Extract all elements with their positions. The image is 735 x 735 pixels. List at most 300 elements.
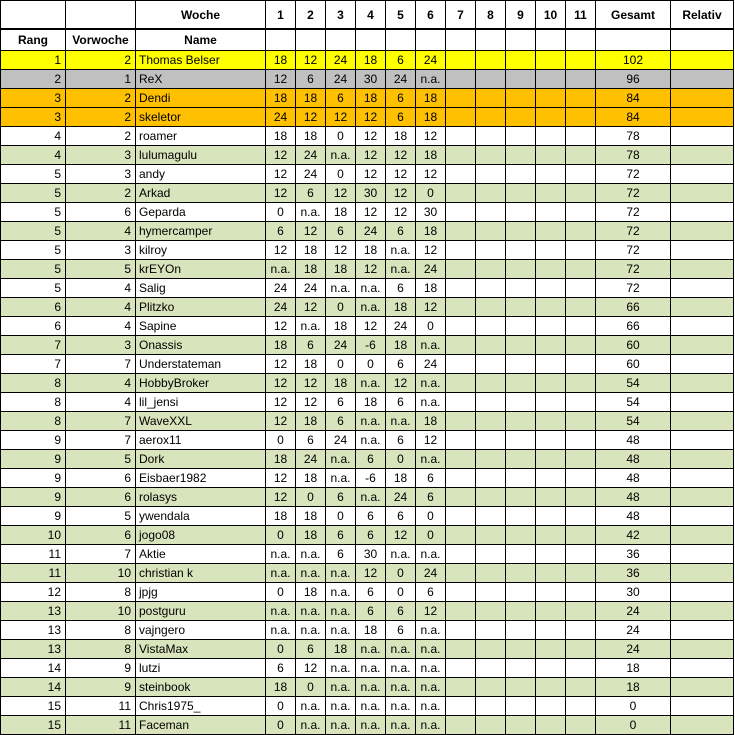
woche-header-label[interactable]: Woche: [136, 1, 266, 30]
name-cell[interactable]: Sapine: [136, 317, 266, 336]
vorwoche-cell[interactable]: 3: [66, 241, 136, 260]
week-value-cell[interactable]: n.a.: [296, 697, 326, 716]
week-value-cell[interactable]: [506, 640, 536, 659]
week-value-cell[interactable]: [536, 621, 566, 640]
gesamt-cell[interactable]: 54: [596, 374, 671, 393]
week-value-cell[interactable]: [536, 298, 566, 317]
week-value-cell[interactable]: n.a.: [416, 678, 446, 697]
rank-cell[interactable]: 10: [1, 526, 66, 545]
relativ-cell[interactable]: [671, 89, 734, 108]
week-value-cell[interactable]: [506, 602, 536, 621]
empty-header-cell[interactable]: [356, 29, 386, 51]
rank-cell[interactable]: 11: [1, 564, 66, 583]
relativ-cell[interactable]: [671, 70, 734, 89]
week-number-header[interactable]: 10: [536, 1, 566, 30]
week-value-cell[interactable]: 18: [356, 51, 386, 70]
rank-cell[interactable]: 5: [1, 165, 66, 184]
vorwoche-cell[interactable]: 3: [66, 336, 136, 355]
week-value-cell[interactable]: [566, 450, 596, 469]
week-value-cell[interactable]: n.a.: [356, 678, 386, 697]
relativ-cell[interactable]: [671, 545, 734, 564]
week-value-cell[interactable]: [566, 51, 596, 70]
week-value-cell[interactable]: 24: [416, 564, 446, 583]
week-value-cell[interactable]: [446, 678, 476, 697]
rank-cell[interactable]: 12: [1, 583, 66, 602]
week-value-cell[interactable]: [446, 241, 476, 260]
relativ-cell[interactable]: [671, 716, 734, 735]
week-value-cell[interactable]: 12: [266, 165, 296, 184]
week-value-cell[interactable]: n.a.: [356, 697, 386, 716]
week-value-cell[interactable]: [446, 70, 476, 89]
gesamt-cell[interactable]: 0: [596, 697, 671, 716]
empty-header-cell[interactable]: [326, 29, 356, 51]
week-number-header[interactable]: 2: [296, 1, 326, 30]
week-value-cell[interactable]: [476, 621, 506, 640]
week-value-cell[interactable]: n.a.: [356, 640, 386, 659]
week-value-cell[interactable]: 0: [416, 184, 446, 203]
week-value-cell[interactable]: 12: [266, 241, 296, 260]
vorwoche-cell[interactable]: 4: [66, 222, 136, 241]
week-value-cell[interactable]: [446, 488, 476, 507]
week-value-cell[interactable]: 6: [296, 70, 326, 89]
week-value-cell[interactable]: 24: [296, 450, 326, 469]
week-value-cell[interactable]: 18: [326, 317, 356, 336]
week-value-cell[interactable]: [506, 678, 536, 697]
name-cell[interactable]: Dendi: [136, 89, 266, 108]
gesamt-cell[interactable]: 18: [596, 659, 671, 678]
week-value-cell[interactable]: n.a.: [416, 545, 446, 564]
week-value-cell[interactable]: [536, 260, 566, 279]
week-value-cell[interactable]: n.a.: [326, 659, 356, 678]
week-value-cell[interactable]: [566, 621, 596, 640]
week-value-cell[interactable]: [566, 526, 596, 545]
week-value-cell[interactable]: [536, 374, 566, 393]
week-value-cell[interactable]: n.a.: [386, 659, 416, 678]
week-value-cell[interactable]: [446, 260, 476, 279]
gesamt-cell[interactable]: 18: [596, 678, 671, 697]
week-value-cell[interactable]: 12: [356, 127, 386, 146]
week-value-cell[interactable]: [476, 165, 506, 184]
week-value-cell[interactable]: [506, 431, 536, 450]
week-value-cell[interactable]: [476, 678, 506, 697]
week-value-cell[interactable]: 6: [326, 526, 356, 545]
week-value-cell[interactable]: [446, 127, 476, 146]
week-value-cell[interactable]: 6: [296, 640, 326, 659]
empty-header-cell[interactable]: [446, 29, 476, 51]
week-value-cell[interactable]: n.a.: [326, 279, 356, 298]
week-value-cell[interactable]: 0: [416, 317, 446, 336]
week-value-cell[interactable]: 18: [296, 507, 326, 526]
week-value-cell[interactable]: [536, 640, 566, 659]
week-value-cell[interactable]: [536, 203, 566, 222]
week-value-cell[interactable]: [476, 279, 506, 298]
vorwoche-cell[interactable]: 2: [66, 184, 136, 203]
gesamt-cell[interactable]: 72: [596, 279, 671, 298]
vorwoche-cell[interactable]: 4: [66, 298, 136, 317]
empty-header-cell[interactable]: [596, 29, 671, 51]
week-value-cell[interactable]: [536, 51, 566, 70]
vorwoche-cell[interactable]: 4: [66, 279, 136, 298]
week-value-cell[interactable]: [536, 697, 566, 716]
week-value-cell[interactable]: 12: [356, 146, 386, 165]
rank-cell[interactable]: 7: [1, 336, 66, 355]
week-value-cell[interactable]: 12: [356, 317, 386, 336]
week-value-cell[interactable]: 12: [296, 222, 326, 241]
week-value-cell[interactable]: 12: [266, 355, 296, 374]
week-value-cell[interactable]: [476, 336, 506, 355]
week-value-cell[interactable]: 12: [416, 431, 446, 450]
week-value-cell[interactable]: [566, 678, 596, 697]
gesamt-cell[interactable]: 72: [596, 241, 671, 260]
gesamt-cell[interactable]: 78: [596, 127, 671, 146]
name-cell[interactable]: Chris1975_: [136, 697, 266, 716]
week-value-cell[interactable]: -6: [356, 336, 386, 355]
week-value-cell[interactable]: [566, 564, 596, 583]
week-value-cell[interactable]: 24: [296, 279, 326, 298]
vorwoche-cell[interactable]: 7: [66, 355, 136, 374]
week-value-cell[interactable]: [506, 545, 536, 564]
vorwoche-cell[interactable]: 8: [66, 640, 136, 659]
week-value-cell[interactable]: [566, 184, 596, 203]
week-value-cell[interactable]: n.a.: [386, 716, 416, 735]
vorwoche-cell[interactable]: 6: [66, 203, 136, 222]
relativ-cell[interactable]: [671, 393, 734, 412]
week-value-cell[interactable]: [446, 697, 476, 716]
rank-cell[interactable]: 7: [1, 355, 66, 374]
week-value-cell[interactable]: 18: [266, 89, 296, 108]
gesamt-cell[interactable]: 66: [596, 317, 671, 336]
week-value-cell[interactable]: n.a.: [326, 469, 356, 488]
week-value-cell[interactable]: 24: [266, 279, 296, 298]
week-value-cell[interactable]: [566, 431, 596, 450]
week-value-cell[interactable]: 24: [296, 146, 326, 165]
relativ-cell[interactable]: [671, 127, 734, 146]
week-value-cell[interactable]: n.a.: [416, 70, 446, 89]
week-value-cell[interactable]: [446, 355, 476, 374]
week-value-cell[interactable]: [566, 336, 596, 355]
week-value-cell[interactable]: [476, 184, 506, 203]
week-value-cell[interactable]: [476, 393, 506, 412]
week-value-cell[interactable]: [536, 564, 566, 583]
week-value-cell[interactable]: 18: [356, 241, 386, 260]
relativ-cell[interactable]: [671, 469, 734, 488]
week-value-cell[interactable]: 18: [416, 279, 446, 298]
week-value-cell[interactable]: 0: [266, 203, 296, 222]
gesamt-cell[interactable]: 72: [596, 184, 671, 203]
week-value-cell[interactable]: [506, 108, 536, 127]
week-value-cell[interactable]: n.a.: [416, 716, 446, 735]
week-value-cell[interactable]: [536, 165, 566, 184]
week-value-cell[interactable]: 12: [296, 374, 326, 393]
rank-cell[interactable]: 5: [1, 279, 66, 298]
vorwoche-cell[interactable]: 4: [66, 393, 136, 412]
week-value-cell[interactable]: n.a.: [326, 583, 356, 602]
week-value-cell[interactable]: [476, 716, 506, 735]
week-value-cell[interactable]: n.a.: [386, 412, 416, 431]
week-value-cell[interactable]: [506, 583, 536, 602]
relativ-cell[interactable]: [671, 431, 734, 450]
week-value-cell[interactable]: 0: [386, 450, 416, 469]
week-value-cell[interactable]: 18: [416, 89, 446, 108]
week-value-cell[interactable]: [446, 640, 476, 659]
week-value-cell[interactable]: 30: [356, 184, 386, 203]
week-value-cell[interactable]: [476, 317, 506, 336]
week-value-cell[interactable]: 6: [416, 488, 446, 507]
rang-header-label[interactable]: Rang: [1, 29, 66, 51]
rank-cell[interactable]: 5: [1, 203, 66, 222]
week-value-cell[interactable]: n.a.: [386, 697, 416, 716]
week-value-cell[interactable]: 6: [386, 355, 416, 374]
vorwoche-cell[interactable]: 5: [66, 260, 136, 279]
week-value-cell[interactable]: 0: [326, 165, 356, 184]
week-value-cell[interactable]: 12: [266, 70, 296, 89]
week-value-cell[interactable]: n.a.: [296, 545, 326, 564]
week-value-cell[interactable]: n.a.: [416, 336, 446, 355]
week-value-cell[interactable]: n.a.: [416, 640, 446, 659]
week-value-cell[interactable]: [506, 393, 536, 412]
week-value-cell[interactable]: n.a.: [416, 450, 446, 469]
week-value-cell[interactable]: [476, 108, 506, 127]
week-value-cell[interactable]: 18: [326, 203, 356, 222]
week-value-cell[interactable]: 18: [296, 241, 326, 260]
week-value-cell[interactable]: 0: [326, 507, 356, 526]
week-value-cell[interactable]: [476, 507, 506, 526]
week-value-cell[interactable]: 6: [326, 222, 356, 241]
week-value-cell[interactable]: n.a.: [356, 298, 386, 317]
week-value-cell[interactable]: 24: [326, 431, 356, 450]
name-cell[interactable]: kilroy: [136, 241, 266, 260]
week-number-header[interactable]: 11: [566, 1, 596, 30]
rank-cell[interactable]: 5: [1, 184, 66, 203]
week-value-cell[interactable]: n.a.: [416, 374, 446, 393]
week-value-cell[interactable]: 18: [416, 146, 446, 165]
name-cell[interactable]: Arkad: [136, 184, 266, 203]
week-value-cell[interactable]: 18: [296, 469, 326, 488]
week-value-cell[interactable]: 6: [266, 659, 296, 678]
week-value-cell[interactable]: 12: [386, 184, 416, 203]
week-value-cell[interactable]: 18: [296, 260, 326, 279]
week-value-cell[interactable]: n.a.: [296, 716, 326, 735]
week-value-cell[interactable]: [566, 298, 596, 317]
empty-header-cell[interactable]: [476, 29, 506, 51]
vorwoche-cell[interactable]: 6: [66, 526, 136, 545]
vorwoche-cell[interactable]: 4: [66, 374, 136, 393]
week-value-cell[interactable]: n.a.: [326, 602, 356, 621]
week-value-cell[interactable]: [476, 545, 506, 564]
rank-cell[interactable]: 5: [1, 241, 66, 260]
week-value-cell[interactable]: [476, 583, 506, 602]
week-value-cell[interactable]: [566, 583, 596, 602]
relativ-cell[interactable]: [671, 108, 734, 127]
week-number-header[interactable]: 7: [446, 1, 476, 30]
week-value-cell[interactable]: 6: [386, 222, 416, 241]
week-value-cell[interactable]: [476, 70, 506, 89]
name-cell[interactable]: lil_jensi: [136, 393, 266, 412]
name-cell[interactable]: krEYOn: [136, 260, 266, 279]
week-value-cell[interactable]: 30: [356, 70, 386, 89]
week-value-cell[interactable]: [506, 526, 536, 545]
week-value-cell[interactable]: [476, 146, 506, 165]
week-value-cell[interactable]: n.a.: [386, 640, 416, 659]
relativ-cell[interactable]: [671, 488, 734, 507]
week-value-cell[interactable]: 12: [266, 317, 296, 336]
name-cell[interactable]: Understateman: [136, 355, 266, 374]
vorwoche-cell[interactable]: 9: [66, 678, 136, 697]
week-value-cell[interactable]: [566, 279, 596, 298]
week-value-cell[interactable]: [476, 697, 506, 716]
week-value-cell[interactable]: [536, 317, 566, 336]
week-value-cell[interactable]: 6: [266, 222, 296, 241]
week-value-cell[interactable]: 0: [266, 583, 296, 602]
week-value-cell[interactable]: 0: [386, 564, 416, 583]
week-value-cell[interactable]: [446, 203, 476, 222]
week-value-cell[interactable]: -6: [356, 469, 386, 488]
week-value-cell[interactable]: [566, 203, 596, 222]
week-value-cell[interactable]: 24: [356, 222, 386, 241]
week-value-cell[interactable]: n.a.: [326, 716, 356, 735]
week-value-cell[interactable]: 18: [386, 469, 416, 488]
week-number-header[interactable]: 5: [386, 1, 416, 30]
week-value-cell[interactable]: 6: [326, 89, 356, 108]
relativ-cell[interactable]: [671, 146, 734, 165]
relativ-cell[interactable]: [671, 203, 734, 222]
week-value-cell[interactable]: 0: [416, 526, 446, 545]
gesamt-cell[interactable]: 84: [596, 89, 671, 108]
vorwoche-cell[interactable]: 3: [66, 146, 136, 165]
week-value-cell[interactable]: 12: [296, 393, 326, 412]
week-value-cell[interactable]: [506, 355, 536, 374]
week-value-cell[interactable]: n.a.: [266, 602, 296, 621]
week-value-cell[interactable]: 12: [416, 127, 446, 146]
gesamt-cell[interactable]: 24: [596, 602, 671, 621]
name-cell[interactable]: Eisbaer1982: [136, 469, 266, 488]
name-cell[interactable]: steinbook: [136, 678, 266, 697]
week-value-cell[interactable]: n.a.: [326, 564, 356, 583]
week-value-cell[interactable]: [476, 374, 506, 393]
week-value-cell[interactable]: 0: [266, 526, 296, 545]
relativ-cell[interactable]: [671, 374, 734, 393]
name-cell[interactable]: hymercamper: [136, 222, 266, 241]
relativ-cell[interactable]: [671, 317, 734, 336]
week-value-cell[interactable]: 18: [296, 583, 326, 602]
week-value-cell[interactable]: n.a.: [416, 697, 446, 716]
week-value-cell[interactable]: 18: [356, 89, 386, 108]
week-value-cell[interactable]: 30: [356, 545, 386, 564]
week-value-cell[interactable]: n.a.: [416, 621, 446, 640]
week-value-cell[interactable]: 12: [386, 165, 416, 184]
week-value-cell[interactable]: [506, 469, 536, 488]
gesamt-cell[interactable]: 72: [596, 165, 671, 184]
week-value-cell[interactable]: [506, 488, 536, 507]
week-value-cell[interactable]: [536, 412, 566, 431]
relativ-cell[interactable]: [671, 241, 734, 260]
rank-cell[interactable]: 14: [1, 678, 66, 697]
week-value-cell[interactable]: 18: [356, 621, 386, 640]
vorwoche-cell[interactable]: 7: [66, 431, 136, 450]
rank-cell[interactable]: 15: [1, 716, 66, 735]
week-value-cell[interactable]: [446, 583, 476, 602]
week-value-cell[interactable]: [476, 602, 506, 621]
relativ-cell[interactable]: [671, 279, 734, 298]
week-value-cell[interactable]: 18: [266, 450, 296, 469]
gesamt-header-label[interactable]: Gesamt: [596, 1, 671, 30]
week-value-cell[interactable]: [506, 697, 536, 716]
week-value-cell[interactable]: 12: [296, 298, 326, 317]
gesamt-cell[interactable]: 24: [596, 621, 671, 640]
week-value-cell[interactable]: n.a.: [326, 697, 356, 716]
week-value-cell[interactable]: [446, 621, 476, 640]
week-value-cell[interactable]: 6: [356, 507, 386, 526]
week-value-cell[interactable]: [566, 260, 596, 279]
week-value-cell[interactable]: [566, 70, 596, 89]
week-value-cell[interactable]: n.a.: [356, 412, 386, 431]
week-value-cell[interactable]: 6: [386, 108, 416, 127]
vorwoche-cell[interactable]: 2: [66, 51, 136, 70]
rank-cell[interactable]: 13: [1, 602, 66, 621]
week-value-cell[interactable]: 18: [416, 108, 446, 127]
week-value-cell[interactable]: [446, 450, 476, 469]
gesamt-cell[interactable]: 48: [596, 469, 671, 488]
week-value-cell[interactable]: n.a.: [296, 203, 326, 222]
week-value-cell[interactable]: [476, 89, 506, 108]
week-value-cell[interactable]: 12: [416, 241, 446, 260]
week-value-cell[interactable]: 0: [266, 640, 296, 659]
week-value-cell[interactable]: 24: [416, 260, 446, 279]
name-cell[interactable]: Onassis: [136, 336, 266, 355]
week-value-cell[interactable]: [536, 469, 566, 488]
name-cell[interactable]: Aktie: [136, 545, 266, 564]
week-value-cell[interactable]: [536, 431, 566, 450]
week-value-cell[interactable]: 12: [356, 203, 386, 222]
week-value-cell[interactable]: 18: [266, 336, 296, 355]
week-value-cell[interactable]: 12: [416, 165, 446, 184]
week-value-cell[interactable]: 18: [326, 260, 356, 279]
week-value-cell[interactable]: [506, 127, 536, 146]
vorwoche-cell[interactable]: 10: [66, 564, 136, 583]
week-value-cell[interactable]: [506, 260, 536, 279]
gesamt-cell[interactable]: 60: [596, 355, 671, 374]
week-value-cell[interactable]: 24: [416, 355, 446, 374]
week-value-cell[interactable]: 0: [386, 583, 416, 602]
week-value-cell[interactable]: [476, 298, 506, 317]
week-value-cell[interactable]: 12: [266, 146, 296, 165]
gesamt-cell[interactable]: 66: [596, 298, 671, 317]
gesamt-cell[interactable]: 54: [596, 393, 671, 412]
week-value-cell[interactable]: 6: [356, 526, 386, 545]
vorwoche-cell[interactable]: 11: [66, 697, 136, 716]
week-value-cell[interactable]: [506, 317, 536, 336]
week-value-cell[interactable]: [446, 89, 476, 108]
week-value-cell[interactable]: n.a.: [386, 545, 416, 564]
rank-cell[interactable]: 9: [1, 469, 66, 488]
week-value-cell[interactable]: 12: [326, 241, 356, 260]
gesamt-cell[interactable]: 36: [596, 545, 671, 564]
week-value-cell[interactable]: [476, 526, 506, 545]
week-value-cell[interactable]: [476, 640, 506, 659]
week-value-cell[interactable]: n.a.: [326, 146, 356, 165]
week-value-cell[interactable]: 12: [386, 203, 416, 222]
week-value-cell[interactable]: [446, 222, 476, 241]
week-value-cell[interactable]: n.a.: [416, 393, 446, 412]
week-value-cell[interactable]: 24: [326, 336, 356, 355]
week-value-cell[interactable]: [506, 564, 536, 583]
week-value-cell[interactable]: n.a.: [296, 621, 326, 640]
vorwoche-cell[interactable]: 7: [66, 412, 136, 431]
rank-cell[interactable]: 9: [1, 431, 66, 450]
name-cell[interactable]: Faceman: [136, 716, 266, 735]
week-value-cell[interactable]: 6: [386, 507, 416, 526]
week-value-cell[interactable]: 0: [356, 355, 386, 374]
